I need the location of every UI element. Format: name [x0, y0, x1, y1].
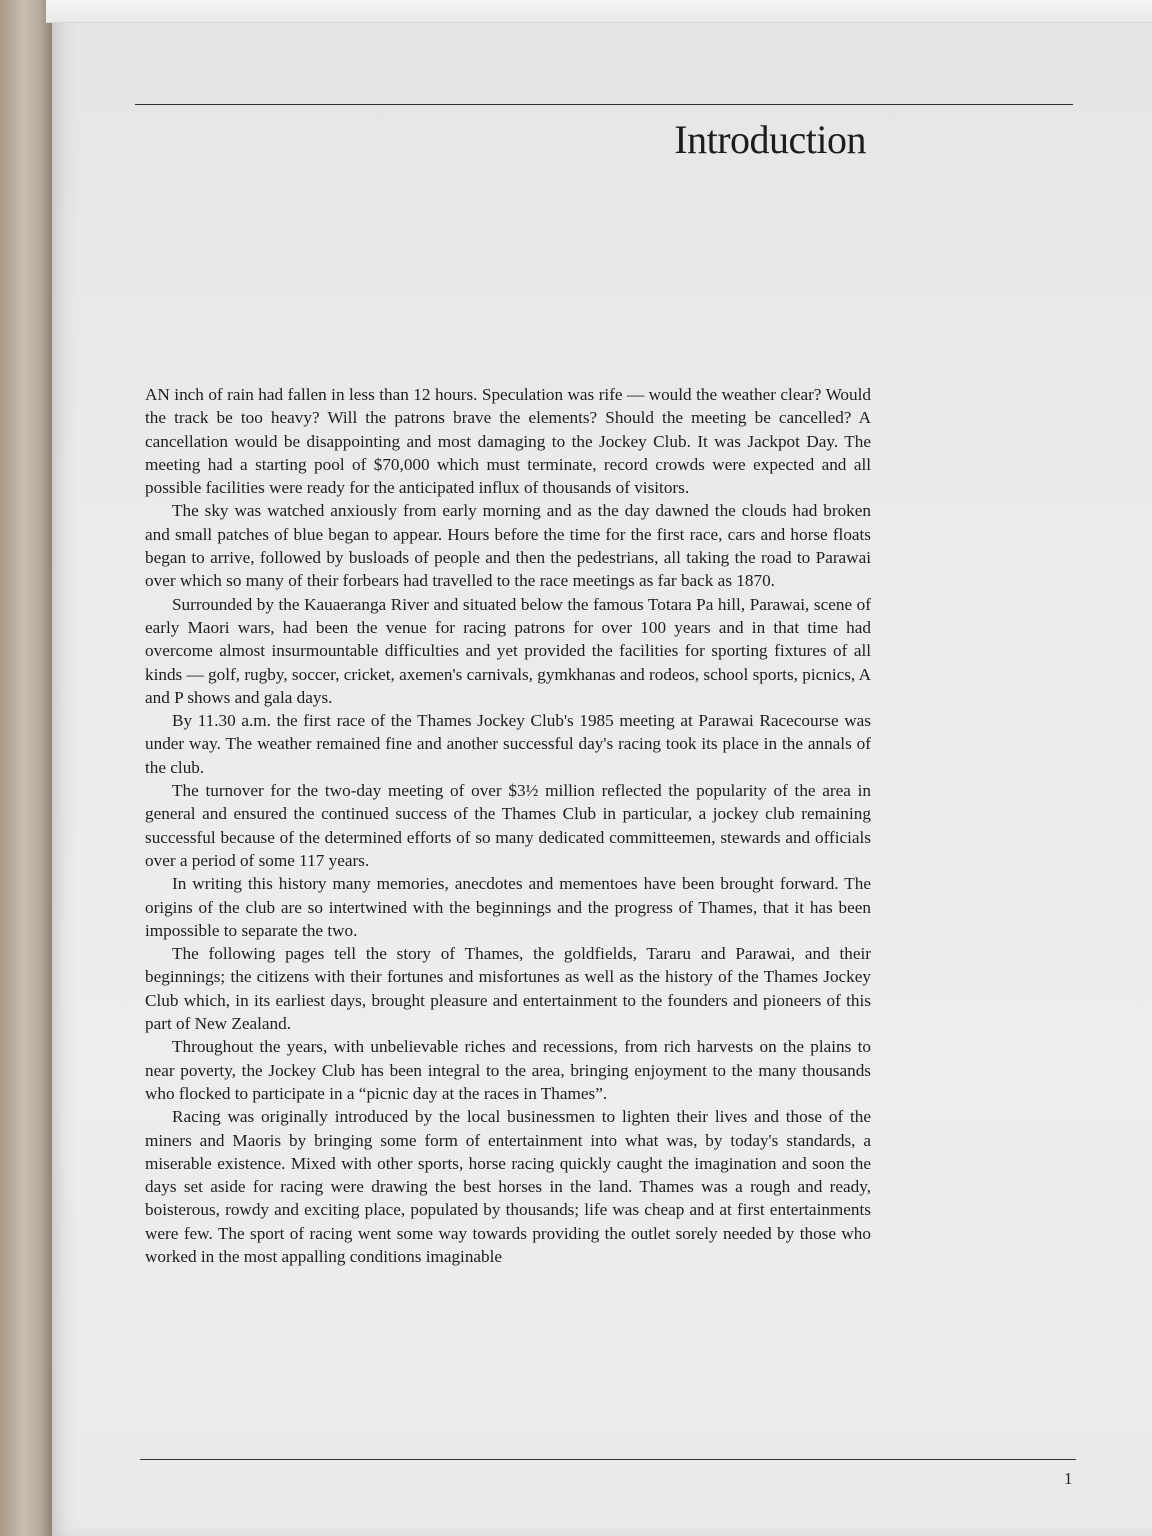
page-number: 1	[1064, 1469, 1073, 1488]
paragraph-8: Throughout the years, with unbelievable riches and recessions, from rich harvests on the plains to near poverty, the Jockey Club has been integral to the area, bringing enjoyment to the many thousands who flocked to participate in a “picnic day at the races in Thames”.	[145, 1037, 871, 1103]
footer-rule	[140, 1459, 1076, 1460]
paragraph-1: AN inch of rain had fallen in less than 12 hours. Speculation was rife — would the weather clear? Would the track be too heavy? Will the patrons brave the elements? Should the meeting be cancelled? A cancellation would be disappointing and most damaging to the Jockey Club. It was Jackpot Day. The meeting had a starting pool of $70,000 which must terminate, record crowds were expected and all possible facilities were ready for the anticipated influx of thousands of visitors.	[145, 385, 871, 498]
paragraph-9: Racing was originally introduced by the local businessmen to lighten their lives and those of the miners and Maoris by bringing some form of entertainment into what was, by today's standards, a miserable existence. Mixed with other sports, horse racing quickly caught the imagination and soon the days set aside for racing were drawing the best horses in the land. Thames was a rough and ready, boisterous, rowdy and exciting place, populated by thousands; life was cheap and at first entertainments were few. The sport of racing went some way towards providing the outlet sorely needed by those who worked in the most appalling conditions imaginable	[145, 1107, 871, 1266]
page-top-strip	[46, 0, 1152, 23]
paragraph-3: Surrounded by the Kauaeranga River and situated below the famous Totara Pa hill, Parawai, scene of early Maori wars, had been the venue for racing patrons for over 100 years and in that time had overcome almost insurmountable difficulties and yet provided the facilities for sporting fixtures of all kinds — golf, rugby, soccer, cricket, axemen's carnivals, gymkhanas and rodeos, school sports, picnics, A and P shows and gala days.	[145, 594, 871, 707]
page-title: Introduction	[674, 117, 866, 162]
paragraph-4: By 11.30 a.m. the first race of the Thames Jockey Club's 1985 meeting at Parawai Racecourse was under way. The weather remained fine and another successful day's racing took its place in the annals of the club.	[145, 711, 871, 777]
header-rule	[135, 104, 1073, 105]
paragraph-6: In writing this history many memories, anecdotes and mementoes have been brought forward. The origins of the club are so intertwined with the beginnings and the progress of Thames, that it has been impossible to separate the two.	[145, 874, 871, 940]
paragraph-7: The following pages tell the story of Thames, the goldfields, Tararu and Parawai, and their beginnings; the citizens with their fortunes and misfortunes as well as the history of the Thames Jockey Club which, in its earliest days, brought pleasure and entertainment to the founders and pioneers of this part of New Zealand.	[145, 944, 871, 1034]
paragraph-5: The turnover for the two-day meeting of over $3½ million reflected the popularity of the area in general and ensured the continued success of the Thames Club in particular, a jockey club remaining successful because of the determined efforts of so many dedicated committeemen, stewards and officials over a period of some 117 years.	[145, 781, 871, 870]
page-left-edge	[0, 0, 52, 1536]
body-text	[145, 383, 871, 1268]
paragraph-2: The sky was watched anxiously from early morning and as the day dawned the clouds had broken and small patches of blue began to appear. Hours before the time for the first race, cars and horse floats began to arrive, followed by busloads of people and then the pedestrians, all taking the road to Parawai over which so many of their forbears had travelled to the race meetings as far back as 1870.	[145, 501, 871, 591]
